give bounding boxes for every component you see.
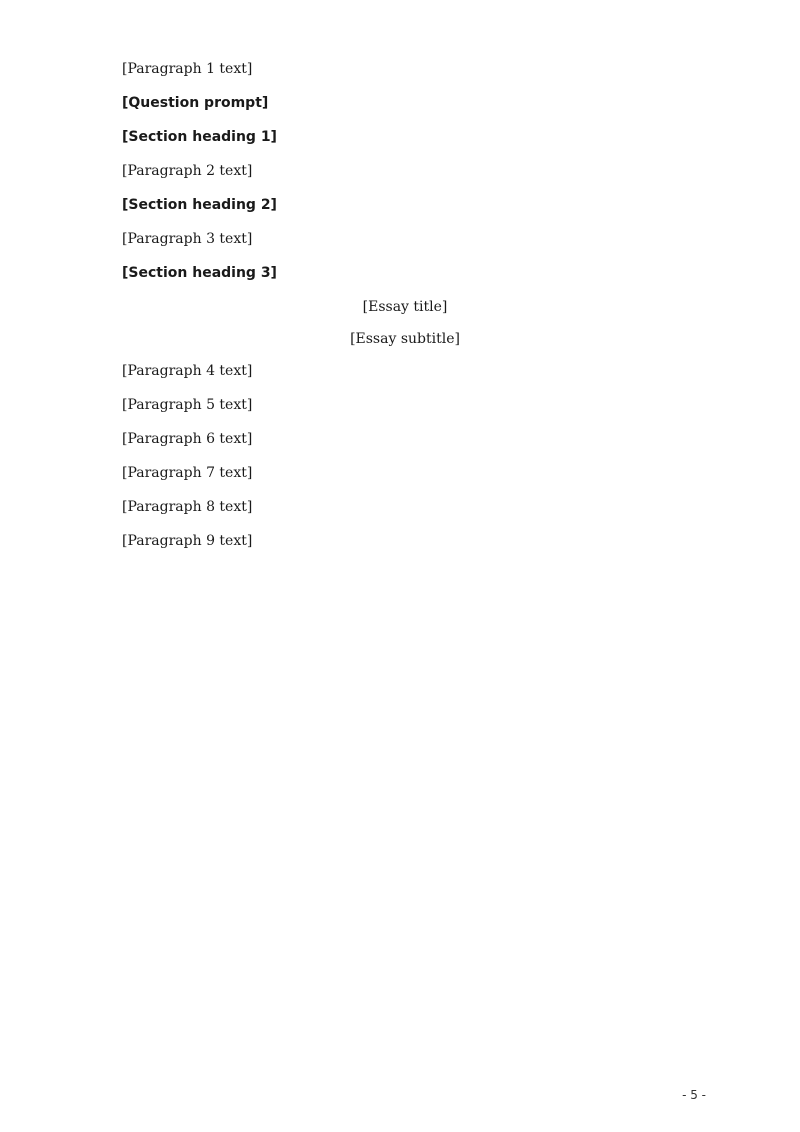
paragraph-5: [Paragraph 5 text] [122, 397, 253, 413]
section-heading-2: [Section heading 2] [122, 197, 277, 213]
paragraph-1: [Paragraph 1 text] [122, 61, 253, 77]
section-heading-1: [Section heading 1] [122, 129, 277, 145]
essay-title: [Essay title] [362, 299, 448, 315]
page-number: - 5 - [682, 1088, 706, 1102]
paragraph-8: [Paragraph 8 text] [122, 499, 253, 515]
paragraph-9: [Paragraph 9 text] [122, 533, 253, 549]
essay-subtitle: [Essay subtitle] [350, 331, 460, 347]
paragraph-7: [Paragraph 7 text] [122, 465, 253, 481]
document-page [94, 56, 716, 562]
paragraph-3: [Paragraph 3 text] [122, 231, 253, 247]
question-prompt: [Question prompt] [122, 95, 269, 111]
section-heading-3: [Section heading 3] [122, 265, 277, 281]
paragraph-4: [Paragraph 4 text] [122, 363, 253, 379]
paragraph-6: [Paragraph 6 text] [122, 431, 253, 447]
paragraph-2: [Paragraph 2 text] [122, 163, 253, 179]
